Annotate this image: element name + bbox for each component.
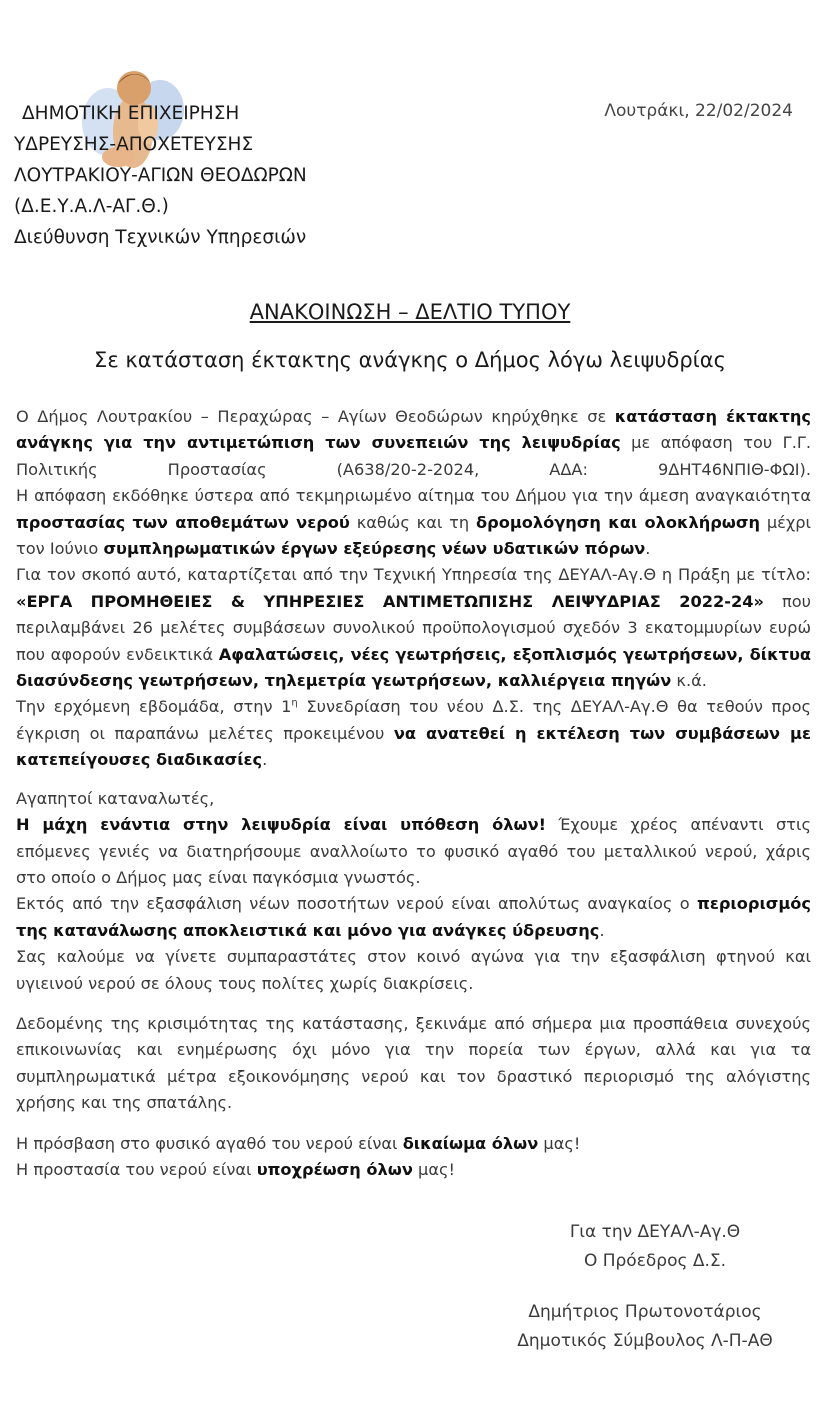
paragraph-request xyxy=(16,483,811,562)
paragraph-communication: Δεδομένης της κρισιμότητας της κατάστασης, ξεκινάμε από σήμερα μια προσπάθεια συνεχούς επικοινωνίας και ενημέρωσης όχι μόνο για την πορεία των έργων, αλλά και για τα συμπληρωματικά μέτρα εξοικονόμησης νερού και τον δραστικό περιορισμό της αλόγιστης χρήσης και της σπατάλης. xyxy=(16,1013,811,1113)
bold-text: προστασίας των αποθεμάτων νερού xyxy=(16,512,350,532)
text: Η απόφαση εκδόθηκε ύστερα από τεκμηριωμένο αίτημα του Δήμου για την άμεση αναγκαιότητα xyxy=(16,486,811,506)
bold-text: δικαίωμα όλων xyxy=(402,1133,539,1153)
bold-text: «ΕΡΓΑ ΠΡΟΜΗΘΕΙΕΣ & ΥΠΗΡΕΣΙΕΣ ΑΝΤΙΜΕΤΩΠΙΣΗΣ ΛΕΙΨΥΔΡΙΑΣ 2022-24» xyxy=(16,591,764,611)
text: με απόφαση του Γ.Γ. Πολιτικής Προστασίας (Α638/20-2-2024, ΑΔΑ: 9ΔΗΤ46ΝΠΙΘ-ΦΩΙ). xyxy=(16,433,811,479)
text: μέχρι τον Ιούνιο xyxy=(16,512,811,559)
bold-text: κατάσταση έκτακτης ανάγκης για την αντιμετώπιση των συνεπειών της λειψυδρίας xyxy=(16,407,811,453)
paragraph-battle xyxy=(16,812,811,891)
bold-text: συμπληρωματικών έργων εξεύρεσης νέων υδατικών πόρων xyxy=(103,539,646,559)
bold-text: Αφαλατώσεις, νέες γεωτρήσεις, εξοπλισμός γεωτρήσεων, δίκτυα διασύνδεσης γεωτρήσεων, τηλεμετρία γεωτρήσεων, καλλιέργεια πηγών xyxy=(16,644,811,691)
signature-organization xyxy=(535,1218,775,1276)
document-title: ΑΝΑΚΟΙΝΩΣΗ – ΔΕΛΤΙΟ ΤΥΠΟΥ xyxy=(249,300,571,324)
org-line: ΛΟΥΤΡΑΚΙΟΥ-ΑΓΙΩΝ ΘΕΟΔΩΡΩΝ xyxy=(14,165,307,186)
paragraph-right xyxy=(16,1131,811,1157)
document-date: Λουτράκι, 22/02/2024 xyxy=(604,101,793,121)
text: Για τον σκοπό αυτό, καταρτίζεται από την Τεχνική Υπηρεσία της ΔΕΥΑΛ-Αγ.Θ η Πράξη με τίτλο: xyxy=(16,565,811,585)
text: μας! xyxy=(538,1133,581,1153)
signature-person xyxy=(495,1298,795,1356)
superscript: η xyxy=(291,698,298,710)
bold-text: να ανατεθεί η εκτέλεση των συμβάσεων με κατεπείγουσες διαδικασίες xyxy=(16,723,811,770)
bold-text: δρομολόγηση και ολοκλήρωση xyxy=(476,512,761,532)
paragraph-project xyxy=(16,562,811,694)
signature-name: Δημήτριος Πρωτονοτάριος xyxy=(528,1302,762,1322)
text: που περιλαμβάνει 26 μελέτες συμβάσεων συνολικού προϋπολογισμού σχεδόν 3 εκατομμυρίων ευρώ που αφορούν ενδεικτικά xyxy=(16,591,811,664)
text: κ.ά. xyxy=(671,671,707,691)
org-line: Διεύθυνση Τεχνικών Υπηρεσιών xyxy=(14,227,307,248)
text: Ο Δήμος Λουτρακίου – Περαχώρας – Αγίων Θεοδώρων κηρύχθηκε σε xyxy=(16,407,615,426)
text: Την ερχόμενη εβδομάδα, στην 1 xyxy=(16,697,292,717)
org-line: ΥΔΡΕΥΣΗΣ-ΑΠΟΧΕΤΕΥΣΗΣ xyxy=(14,134,254,155)
announcement-body xyxy=(16,404,811,1183)
text: Η πρόσβαση στο φυσικό αγαθό του νερού είναι xyxy=(16,1133,403,1153)
signature-role: Δημοτικός Σύμβουλος Λ-Π-ΑΘ xyxy=(517,1331,773,1351)
text: . xyxy=(262,750,268,770)
bold-text: περιορισμός της κατανάλωσης αποκλειστικά και μόνο για ανάγκες ύδρευσης xyxy=(16,894,811,940)
org-line: ΔΗΜΟΤΙΚΗ ΕΠΙΧΕΙΡΗΣΗ xyxy=(22,103,240,124)
org-line: (Δ.Ε.Υ.Α.Λ-ΑΓ.Θ.) xyxy=(14,196,169,217)
paragraph-support: Σας καλούμε να γίνετε συμπαραστάτες στον κοινό αγώνα για την εξασφάλιση φτηνού και υγιεινού νερού σε όλους τους πολίτες χωρίς διακρίσεις. xyxy=(16,947,811,993)
text: μας! xyxy=(412,1159,455,1179)
text: καθώς και τη xyxy=(349,512,477,532)
bold-text: Η μάχη ενάντια στην λειψυδρία είναι υπόθεση όλων! xyxy=(16,815,546,835)
paragraph-approval xyxy=(16,694,811,773)
text: Συνεδρίαση του νέου Δ.Σ. της ΔΕΥΑΛ-Αγ.Θ θα τεθούν προς έγκριση οι παραπάνω μελέτες προκειμένου xyxy=(16,697,811,743)
paragraph-obligation xyxy=(16,1157,811,1183)
signature-line: Για την ΔΕΥΑΛ-Αγ.Θ xyxy=(569,1222,741,1242)
signature-title: Ο Πρόεδρος Δ.Σ. xyxy=(583,1251,727,1271)
text: . xyxy=(599,920,605,940)
bold-text: υποχρέωση όλων xyxy=(256,1159,413,1179)
salutation: Αγαπητοί καταναλωτές, xyxy=(16,788,215,808)
text: Η προστασία του νερού είναι xyxy=(16,1159,257,1179)
document-subtitle: Σε κατάσταση έκτακτης ανάγκης ο Δήμος λόγω λειψυδρίας xyxy=(94,348,726,372)
paragraph-restriction xyxy=(16,891,811,944)
paragraph-declaration xyxy=(16,404,811,483)
organization-block xyxy=(14,98,307,253)
text: . xyxy=(645,539,651,559)
text: Εκτός από την εξασφάλιση νέων ποσοτήτων νερού είναι απολύτως αναγκαίος ο xyxy=(16,894,698,914)
text: Έχουμε χρέος απέναντι στις επόμενες γενιές να διατηρήσουμε αναλλοίωτο το φυσικό αγαθό του μεταλλικού νερού, χάρις στο οποίο ο Δήμος μας είναι παγκόσμια γνωστός. xyxy=(16,815,811,887)
